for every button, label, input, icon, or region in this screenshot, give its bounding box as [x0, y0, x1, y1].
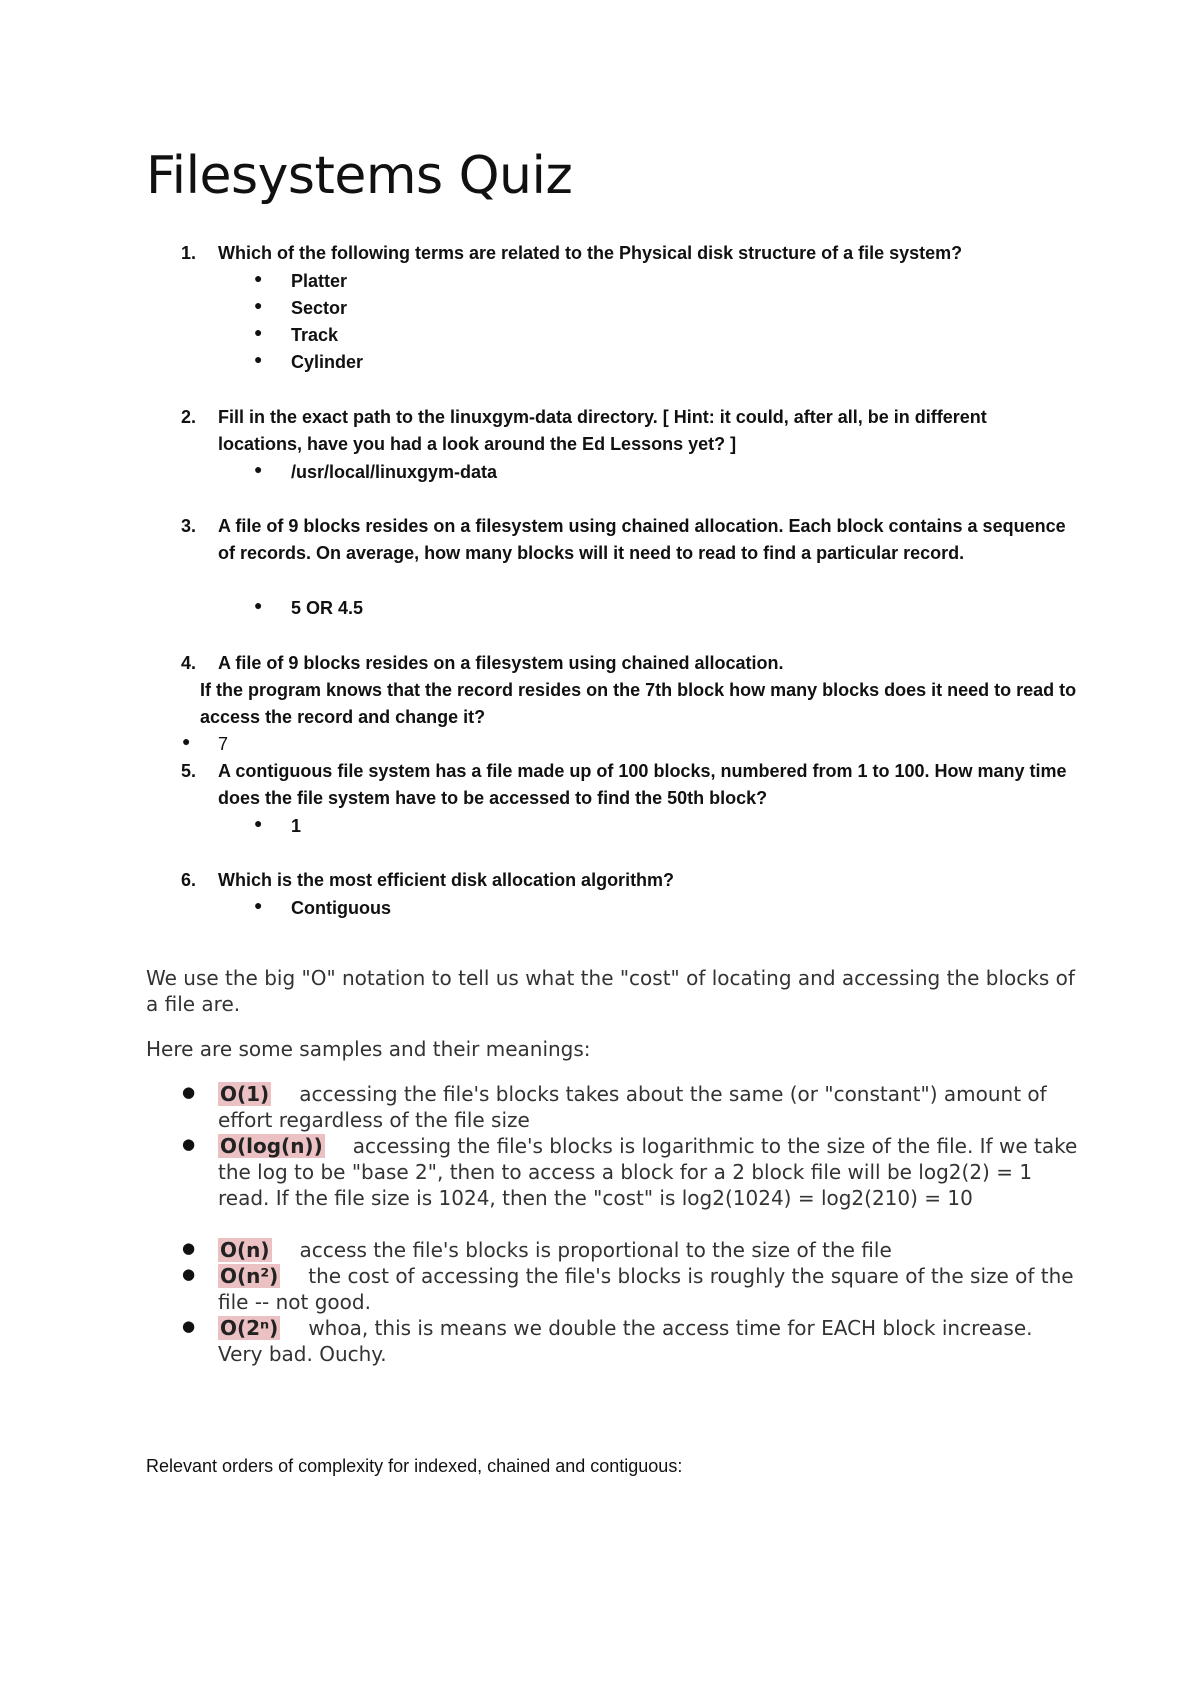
relevant-orders-heading: Relevant orders of complexity for indexed, chained and contiguous:: [146, 1456, 683, 1476]
answer-text: 5 OR 4.5: [291, 598, 364, 618]
question-number: 1.: [181, 243, 197, 263]
question-number: 3.: [181, 516, 197, 536]
bullet-icon: ●: [182, 1239, 196, 1257]
big-o-term: O(2ⁿ): [220, 1316, 279, 1340]
intro-paragraph: We use the big "O" notation to tell us what the "cost" of locating and accessing the blocks of a file are.: [146, 966, 1075, 1016]
big-o-description: whoa, this is means we double the access time for EACH block increase. Very bad. Ouchy.: [218, 1316, 1033, 1366]
big-o-term: O(1): [220, 1082, 270, 1106]
answer-text: Platter: [291, 271, 348, 291]
answer-text: Sector: [291, 298, 348, 318]
big-o-description: the cost of accessing the file's blocks is roughly the square of the size of the file -- not good.: [218, 1264, 1074, 1314]
bullet-icon: ●: [182, 1135, 196, 1153]
question-number: 2.: [181, 407, 197, 427]
document-title: Filesystems Quiz: [146, 146, 573, 206]
bullet-icon: ●: [254, 815, 263, 831]
bullet-icon: ●: [254, 597, 263, 613]
bullet-icon: ●: [254, 297, 263, 313]
question-number: 4.: [181, 653, 197, 673]
answer-text: 7: [218, 734, 229, 754]
bullet-icon: ●: [254, 897, 263, 913]
question-text: A file of 9 blocks resides on a filesystem using chained allocation. Each block contains a sequence of records. On average, how many blocks will it need to read to find a particular record.: [218, 516, 1066, 563]
bullet-icon: ●: [254, 324, 263, 340]
answer-text: Track: [291, 325, 339, 345]
question-text: If the program knows that the record resides on the 7th block how many blocks does it need to read to access the record and change it?: [200, 680, 1077, 727]
big-o-term: O(n²): [220, 1264, 279, 1288]
bullet-icon: ●: [182, 1317, 196, 1335]
bullet-icon: ●: [254, 351, 263, 367]
answer-text: 1: [291, 816, 302, 836]
question-text: Which of the following terms are related to the Physical disk structure of a file system?: [218, 243, 963, 263]
question-text: Which is the most efficient disk allocation algorithm?: [218, 870, 675, 890]
question-number: 6.: [181, 870, 197, 890]
question-text: Fill in the exact path to the linuxgym-data directory. [ Hint: it could, after all, be in different locations, have you had a look around the Ed Lessons yet? ]: [218, 407, 987, 454]
question-number: 5.: [181, 761, 197, 781]
question-text: A file of 9 blocks resides on a filesystem using chained allocation.: [218, 653, 784, 673]
answer-text: /usr/local/linuxgym-data: [291, 462, 498, 482]
bullet-icon: ●: [254, 270, 263, 286]
big-o-term: O(n): [220, 1238, 270, 1262]
answer-text: Contiguous: [291, 898, 391, 918]
answer-text: Cylinder: [291, 352, 364, 372]
samples-heading: Here are some samples and their meanings:: [146, 1037, 591, 1061]
big-o-term: O(log(n)): [220, 1134, 323, 1158]
bullet-icon: ●: [254, 461, 263, 477]
bullet-icon: ●: [182, 1083, 196, 1101]
big-o-description: accessing the file's blocks takes about the same (or "constant") amount of effort regardless of the file size: [218, 1082, 1047, 1132]
bullet-icon: ●: [182, 733, 191, 749]
question-text: A contiguous file system has a file made up of 100 blocks, numbered from 1 to 100. How many time does the file system have to be accessed to find the 50th block?: [218, 761, 1067, 808]
big-o-description: access the file's blocks is proportional to the size of the file: [299, 1238, 892, 1262]
big-o-description: accessing the file's blocks is logarithmic to the size of the file. If we take the log to be "base 2", then to access a block for a 2 block file will be log2(2) = 1 read. If the file size is 1024, then the "cost" is log2(1024) = log2(210) = 10: [218, 1134, 1078, 1210]
bullet-icon: ●: [182, 1265, 196, 1283]
